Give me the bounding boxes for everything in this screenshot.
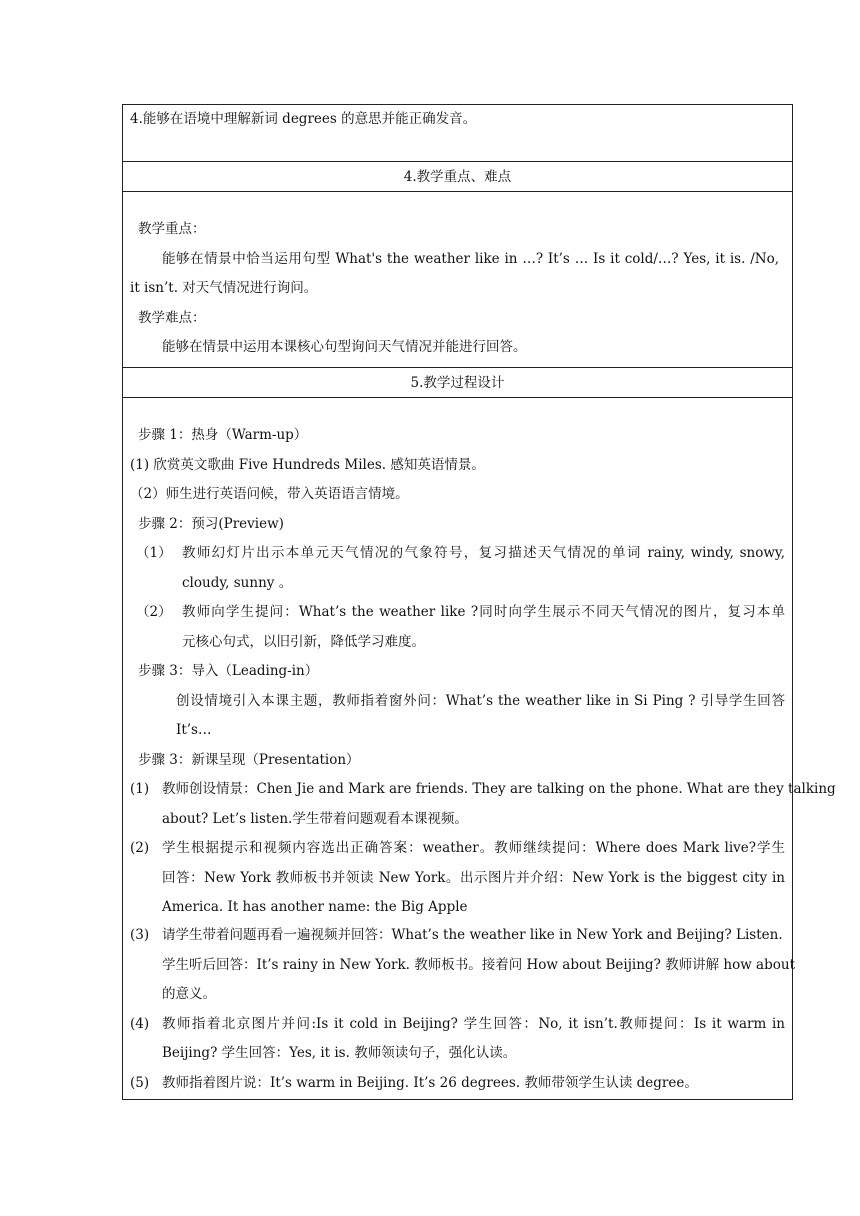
difficulties-label: 教学难点： xyxy=(138,309,206,326)
step-3-line-2: It’s… xyxy=(176,722,212,738)
key-points-label: 教学重点： xyxy=(138,221,206,237)
step-1-title: 步骤 1：热身（Warm-up） xyxy=(138,427,308,443)
section-4-header: 4.教学重点、难点 xyxy=(123,161,792,191)
step-3-line-1: 创设情境引入本课主题，教师指着窗外问：What’s the weather like in Si Ping ? 引导学生回答 xyxy=(176,692,785,709)
presentation-item-3: (3) 请学生带着问题再看一遍视频并回答：What’s the weather like in New York and Beijing? Listen. 学生听后回答：It’s rainy in New York. 教师板书。接着问 How about Beijing? 教师讲解 how about 的意义。 xyxy=(130,927,795,1002)
difficulties-line: 能够在情景中运用本课核心句型询问天气情况并能进行回答。 xyxy=(162,339,527,355)
key-points-line-1: 能够在情景中恰当运用句型 What's the weather like in …? It’s … Is it cold/…? Yes, it is. /No, xyxy=(162,250,779,267)
presentation-item-4: (4) 教师指着北京图片并问:Is it cold in Beijing? 学生回答：No, it isn’t.教师提问：Is it warm in Beijing? 学生回答：Yes, it is. 教师领读句子，强化认读。 xyxy=(130,1015,785,1061)
objective-row xyxy=(123,105,792,161)
step-3-title: 步骤 3：导入（Leading-in） xyxy=(138,663,319,679)
presentation-item-2: (2) 学生根据提示和视频内容选出正确答案：weather。教师继续提问：Where does Mark live?学生 回答：New York 教师板书并领读 New York。出示图片并介绍：New York is the biggest city in America. It has another name: the Big Apple xyxy=(130,840,785,915)
key-points-line-2: it isn’t. 对天气情况进行询问。 xyxy=(130,280,318,296)
section-5-header: 5.教学过程设计 xyxy=(123,367,792,397)
section-4-body xyxy=(123,191,792,367)
lesson-plan-table xyxy=(122,104,836,1100)
objective-4-text: 4.能够在语境中理解新词 degrees 的意思并能正确发音。 xyxy=(130,111,477,127)
section-5-body xyxy=(123,397,836,1099)
presentation-item-5: (5) 教师指着图片说：It’s warm in Beijing. It’s 26 degrees. 教师带领学生认读 degree。 xyxy=(130,1074,698,1091)
step-2-item-2: （2） 教师向学生提问：What’s the weather like ?同时向学生展示不同天气情况的图片，复习本单 元核心句式，以旧引新，降低学习难度。 xyxy=(136,604,785,650)
step-2-title: 步骤 2：预习(Preview) xyxy=(138,515,284,532)
step-2-item-1: （1） 教师幻灯片出示本单元天气情况的气象符号，复习描述天气情况的单词 rainy, windy, snowy, cloudy, sunny 。 xyxy=(136,545,785,591)
step-4-title: 步骤 3：新课呈现（Presentation） xyxy=(138,751,360,768)
presentation-item-1: (1) 教师创设情景：Chen Jie and Mark are friends. They are talking on the phone. What are they talking about? Let’s listen.学生带着问题观看本课视频。 xyxy=(130,781,836,827)
step-1-item-1: (1) 欣赏英文歌曲 Five Hundreds Miles. 感知英语情景。 xyxy=(130,456,485,473)
step-1-item-2: （2）师生进行英语问候，带入英语语言情境。 xyxy=(130,486,409,502)
